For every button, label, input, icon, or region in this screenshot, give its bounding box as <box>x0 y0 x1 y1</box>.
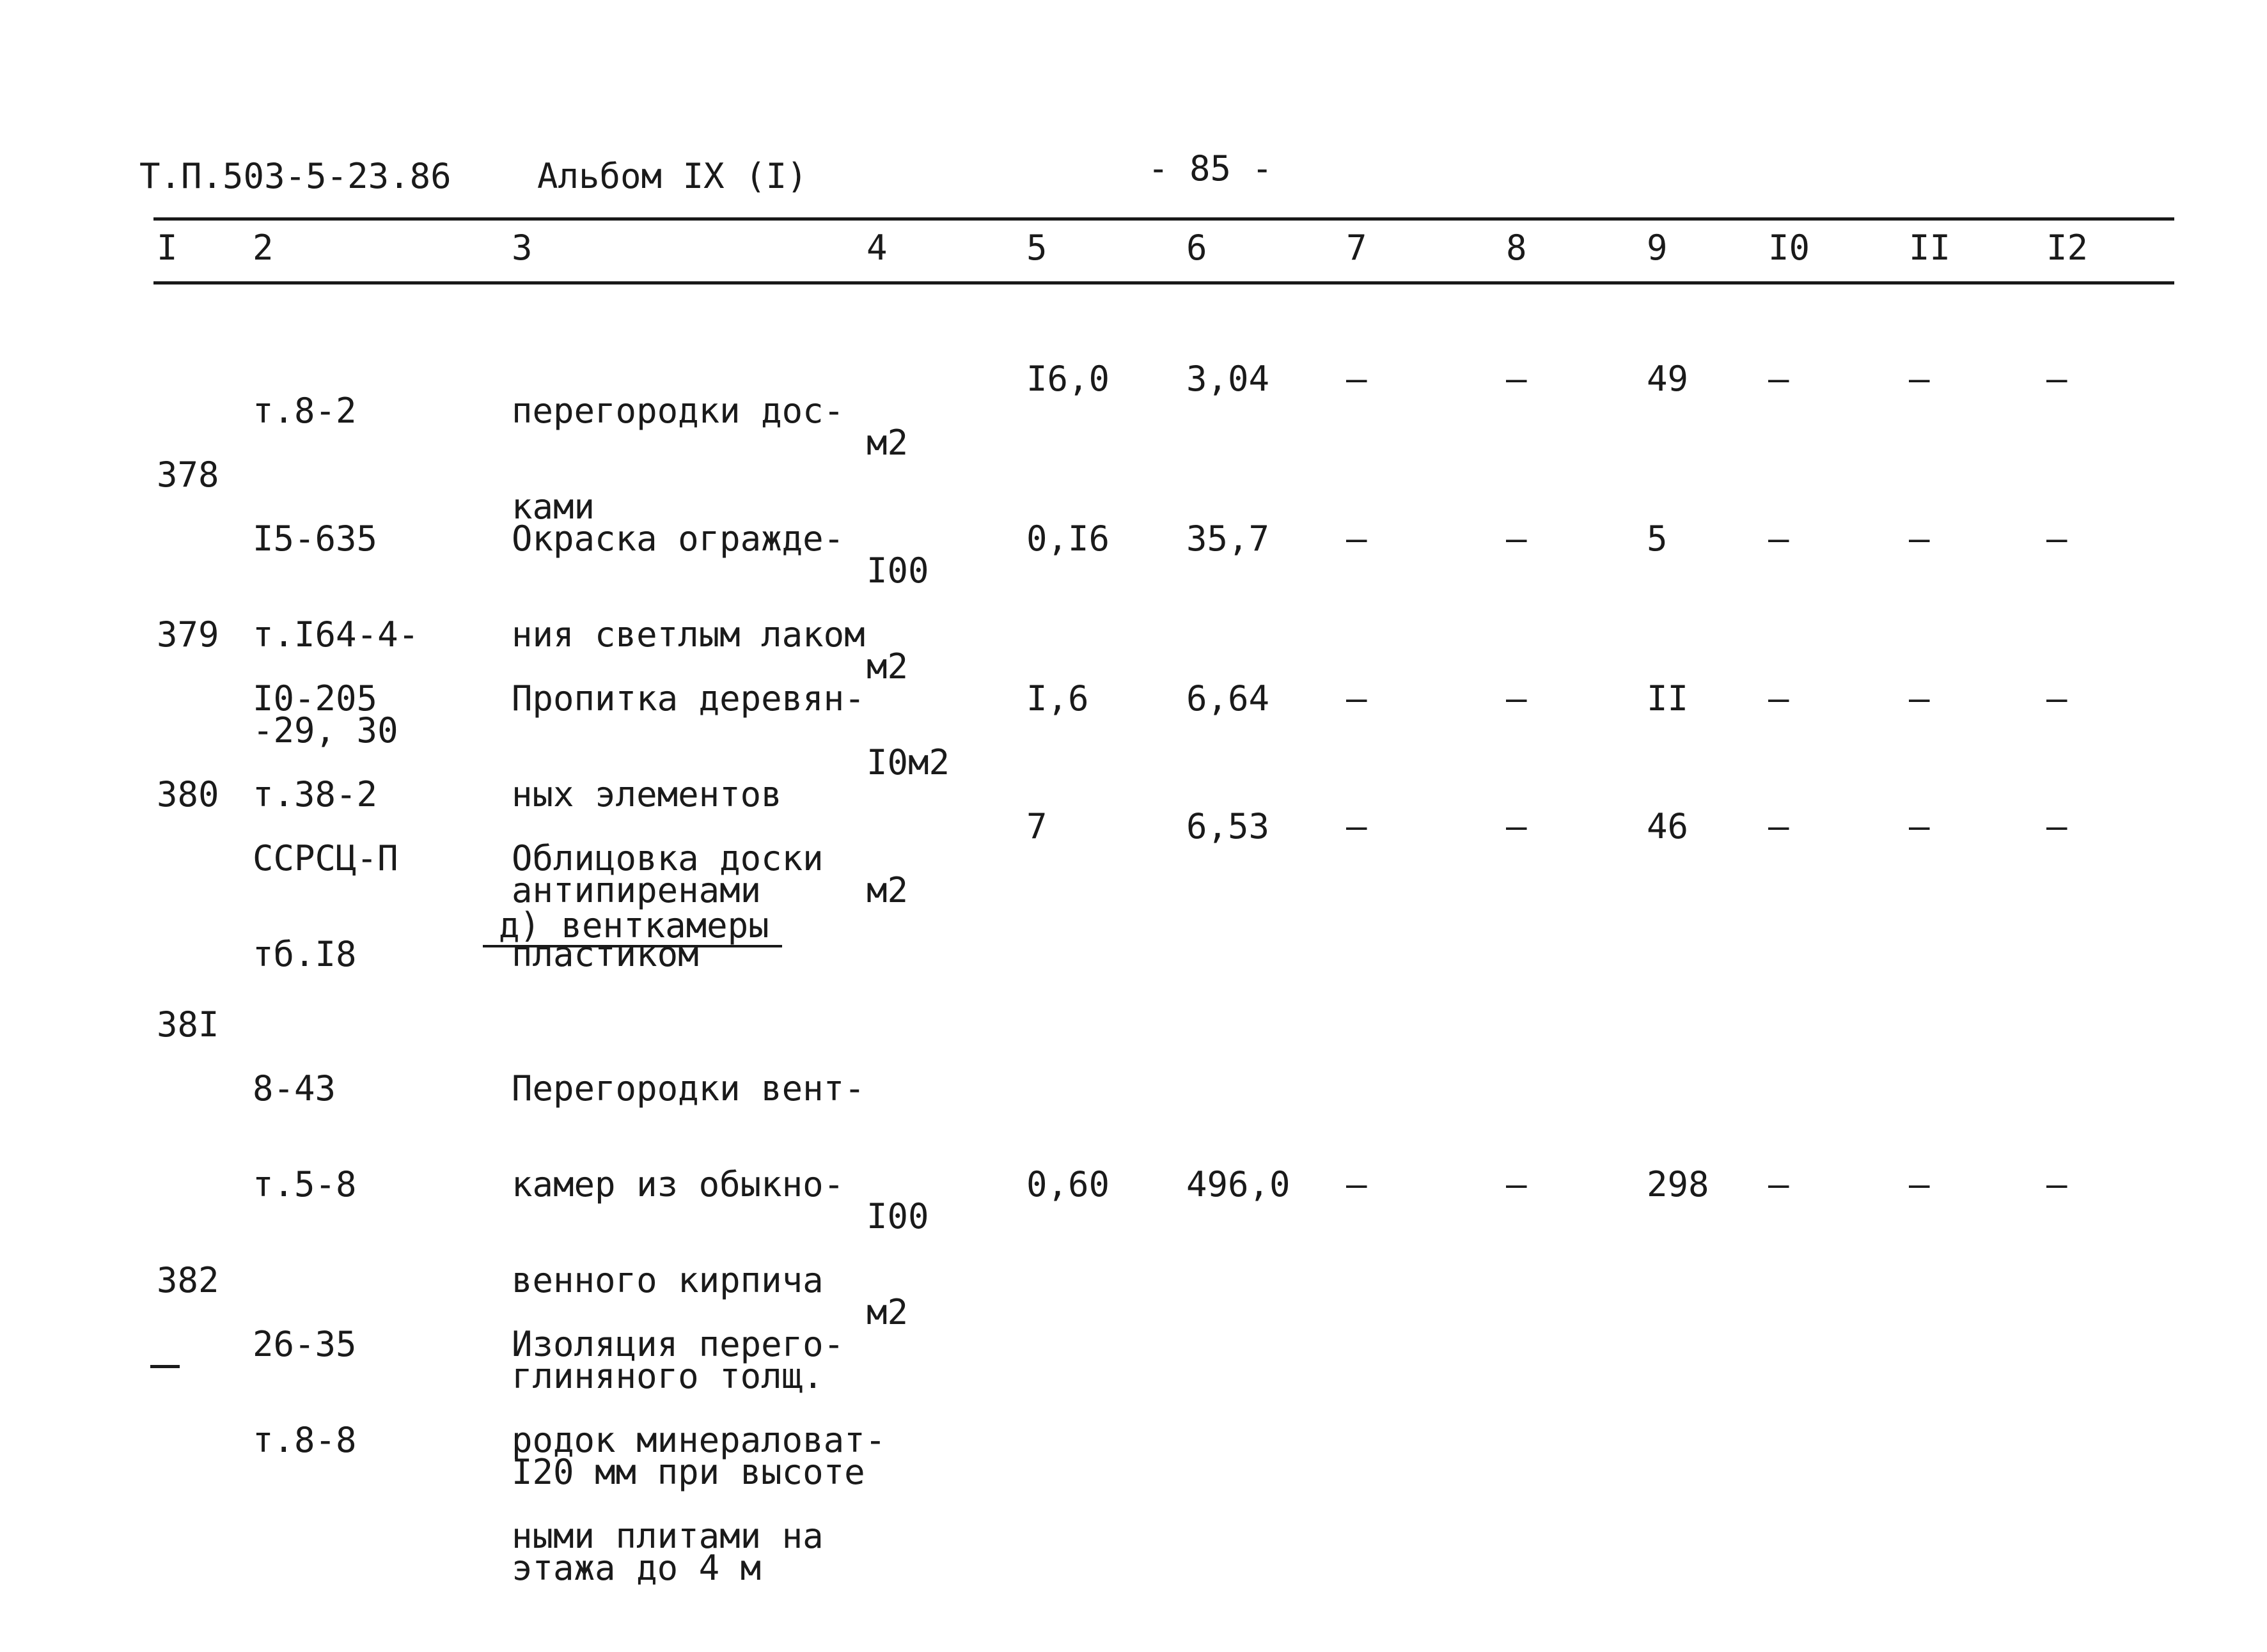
row-number-cell: 378 <box>157 455 219 495</box>
code-cell: I0-205 т.38-2 <box>253 678 378 814</box>
unit-cell: I00 м2 <box>867 550 929 687</box>
column-number: 5 <box>1026 228 1047 268</box>
column-number: 2 <box>253 228 274 268</box>
description-cell: Перегородки вент- камер из обыкно- венного кирпича глиняного толщ. I20 мм при высоте этажа до 4 м <box>512 1068 865 1588</box>
value-cell: – <box>2046 678 2067 719</box>
column-number: II <box>1909 228 1951 268</box>
value-cell: – <box>1346 678 1367 719</box>
unit-cell: I0м2 <box>867 742 950 783</box>
value-cell: – <box>1909 359 1930 399</box>
code-cell: т.8-2 <box>253 391 357 431</box>
value-cell: 35,7 <box>1186 518 1270 559</box>
row-number-cell: 379 <box>157 614 219 655</box>
page-number: - 85 - <box>1148 148 1273 189</box>
code-cell: 26-35 т.8-8 <box>253 1324 357 1460</box>
album-title: Альбом IX (I) <box>537 156 808 196</box>
description-cell: Пропитка деревян- ных элементов антипиренами <box>512 678 865 910</box>
value-cell: – <box>1909 1164 1930 1204</box>
quantity-cell: 0,60 <box>1026 1164 1110 1204</box>
quantity-cell: I,6 <box>1026 678 1089 719</box>
description-cell: перегородки дос- ками <box>512 391 845 527</box>
description-cell: Изоляция перего- родок минераловат- ными плитами на <box>512 1324 886 1556</box>
value-cell: – <box>1506 518 1527 559</box>
row-number-cell: 380 <box>157 774 219 814</box>
unit-cell: м2 <box>867 870 909 910</box>
row-number-cell: 38I <box>157 1004 219 1045</box>
value-cell: 46 <box>1647 806 1689 846</box>
value-cell: – <box>1506 678 1527 719</box>
doc-code: Т.П.503-5-23.86 <box>139 156 451 196</box>
value-cell: – <box>1506 359 1527 399</box>
description-cell: Окраска огражде- ния светлым лаком <box>512 518 865 655</box>
column-number: 3 <box>512 228 533 268</box>
value-cell: – <box>1506 1164 1527 1204</box>
section-title: д) венткамеры <box>483 907 782 947</box>
margin-dash-mark <box>150 1365 180 1368</box>
table-top-rule <box>153 217 2174 221</box>
code-cell: I5-635 т.I64-4- -29, 30 <box>253 518 420 751</box>
column-number: I0 <box>1768 228 1810 268</box>
value-cell: – <box>2046 806 2067 846</box>
description-cell: Облицовка доски пластиком <box>512 838 824 974</box>
quantity-cell: 0,I6 <box>1026 518 1110 559</box>
value-cell: – <box>2046 1164 2067 1204</box>
value-cell: – <box>1506 806 1527 846</box>
value-cell: – <box>1768 518 1789 559</box>
value-cell: – <box>1768 1164 1789 1204</box>
value-cell: – <box>1768 806 1789 846</box>
column-number: 6 <box>1186 228 1207 268</box>
quantity-cell: I6,0 <box>1026 359 1110 399</box>
value-cell: – <box>1909 806 1930 846</box>
quantity-cell: 7 <box>1026 806 1047 846</box>
value-cell: – <box>1346 806 1367 846</box>
column-number: 9 <box>1647 228 1668 268</box>
value-cell: – <box>1909 678 1930 719</box>
table-header-rule <box>153 281 2174 284</box>
value-cell: – <box>2046 518 2067 559</box>
unit-cell: м2 <box>867 423 909 463</box>
column-number: I <box>157 228 178 268</box>
value-cell: – <box>1768 359 1789 399</box>
unit-cell: I00 м2 <box>867 1196 929 1332</box>
value-cell: – <box>1346 518 1367 559</box>
value-cell: 496,0 <box>1186 1164 1290 1204</box>
column-number: 8 <box>1506 228 1527 268</box>
value-cell: 6,64 <box>1186 678 1270 719</box>
column-number: I2 <box>2046 228 2089 268</box>
value-cell: 6,53 <box>1186 806 1270 846</box>
row-number-cell: 382 <box>157 1260 219 1300</box>
value-cell: – <box>1909 518 1930 559</box>
value-cell: 49 <box>1647 359 1689 399</box>
column-number: 4 <box>867 228 888 268</box>
value-cell: 3,04 <box>1186 359 1270 399</box>
value-cell: 298 <box>1647 1164 1709 1204</box>
code-cell: ССРСЦ-П тб.I8 <box>253 838 398 974</box>
value-cell: – <box>1346 1164 1367 1204</box>
value-cell: – <box>1768 678 1789 719</box>
column-number: 7 <box>1346 228 1367 268</box>
value-cell: 5 <box>1647 518 1668 559</box>
value-cell: – <box>2046 359 2067 399</box>
code-cell: 8-43 т.5-8 <box>253 1068 357 1204</box>
value-cell: II <box>1647 678 1689 719</box>
value-cell: – <box>1346 359 1367 399</box>
